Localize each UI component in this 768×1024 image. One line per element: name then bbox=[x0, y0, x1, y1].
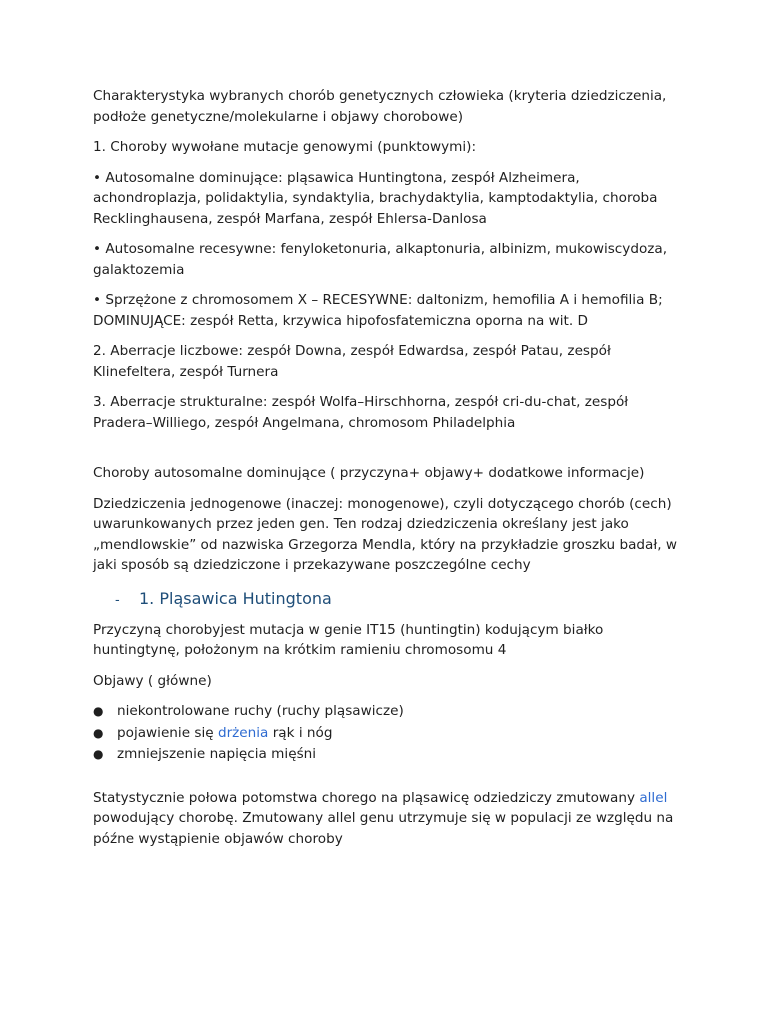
inheritance-statistics bbox=[93, 788, 678, 850]
symptom-text-start: pojawienie się bbox=[117, 724, 218, 741]
drzenia-link[interactable]: drżenia bbox=[217, 724, 269, 741]
huntington-heading-text: 1. Pląsawica Hutingtona bbox=[139, 588, 332, 608]
heading-dash-marker: - bbox=[115, 592, 120, 608]
bullet-icon: ● bbox=[93, 704, 104, 718]
allel-link[interactable]: allel bbox=[639, 789, 668, 806]
symptoms-list bbox=[93, 701, 678, 766]
huntington-heading bbox=[93, 588, 678, 612]
symptoms-label: Objawy ( główne) bbox=[93, 672, 212, 689]
list-item bbox=[93, 723, 678, 745]
list-item bbox=[93, 701, 678, 723]
x-linked-list: • Sprzężone z chromosomem X – RECESYWNE: daltonizm, hemofilia A i hemofilia B; DOMINUJĄCE: zespół Retta, krzywica hipofosfatemiczna oporna na wit. D bbox=[93, 292, 663, 329]
symptom-text-end: rąk i nóg bbox=[268, 724, 333, 741]
bullet-icon: ● bbox=[93, 747, 104, 761]
ad-section-description: Dziedziczenia jednogenowe (inaczej: monogenowe), czyli dotyczącego chorób (cech) uwarunkowanych przez jeden gen. Ten rodzaj dziedziczenia określany jest jako „mendlowskie” od nazwiska Grzegorza Mendla, który na przykładzie groszku badał, w jaki sposób są dziedziczone i przekazywane poszczególne cechy bbox=[93, 495, 678, 573]
stats-text-end: powodujący chorobę. Zmutowany allel genu utrzymuje się w populacji ze względu na późne wystąpienie objawów choroby bbox=[93, 810, 674, 847]
section-3-structural-aberrations: 3. Aberracje strukturalne: zespół Wolfa–Hirschhorna, zespół cri-du-chat, zespół Pradera–Williego, zespół Angelmana, chromosom Philadelphia bbox=[93, 394, 629, 431]
section-2-numerical-aberrations: 2. Aberracje liczbowe: zespół Downa, zespół Edwardsa, zespół Patau, zespół Klinefeltera, zespół Turnera bbox=[93, 343, 611, 380]
huntington-cause: Przyczyną chorobyjest mutacja w genie IT15 (huntingtin) kodującym białko huntingtynę, położonym na krótkim ramieniu chromosomu 4 bbox=[93, 621, 604, 658]
list-item bbox=[93, 744, 678, 766]
stats-text-start: Statystycznie połowa potomstwa chorego na pląsawicę odziedziczy zmutowany bbox=[93, 789, 640, 806]
bullet-icon: ● bbox=[93, 725, 104, 740]
autosomal-dominant-list: • Autosomalne dominujące: pląsawica Huntingtona, zespół Alzheimera, achondroplazja, polidaktylia, syndaktylia, brachydaktylia, kamptodaktylia, choroba Recklinghausena, zespół Marfana, zespół Ehlersa-Danlosa bbox=[93, 169, 658, 227]
document-title: Charakterystyka wybranych chorób genetycznych człowieka (kryteria dziedziczenia, podłoże genetyczne/molekularne i objawy chorobowe) bbox=[93, 88, 667, 125]
section-1-heading: 1. Choroby wywołane mutacje genowymi (punktowymi): bbox=[93, 139, 477, 155]
symptom-text bbox=[117, 723, 332, 745]
autosomal-recessive-list: • Autosomalne recesywne: fenyloketonuria, alkaptonuria, albinizm, mukowiscydoza, galaktozemia bbox=[93, 241, 668, 278]
symptom-text: niekontrolowane ruchy (ruchy pląsawicze) bbox=[117, 703, 404, 719]
ad-section-title: Choroby autosomalne dominujące ( przyczyna+ objawy+ dodatkowe informacje) bbox=[93, 465, 645, 481]
symptom-text: zmniejszenie napięcia mięśni bbox=[117, 746, 317, 762]
